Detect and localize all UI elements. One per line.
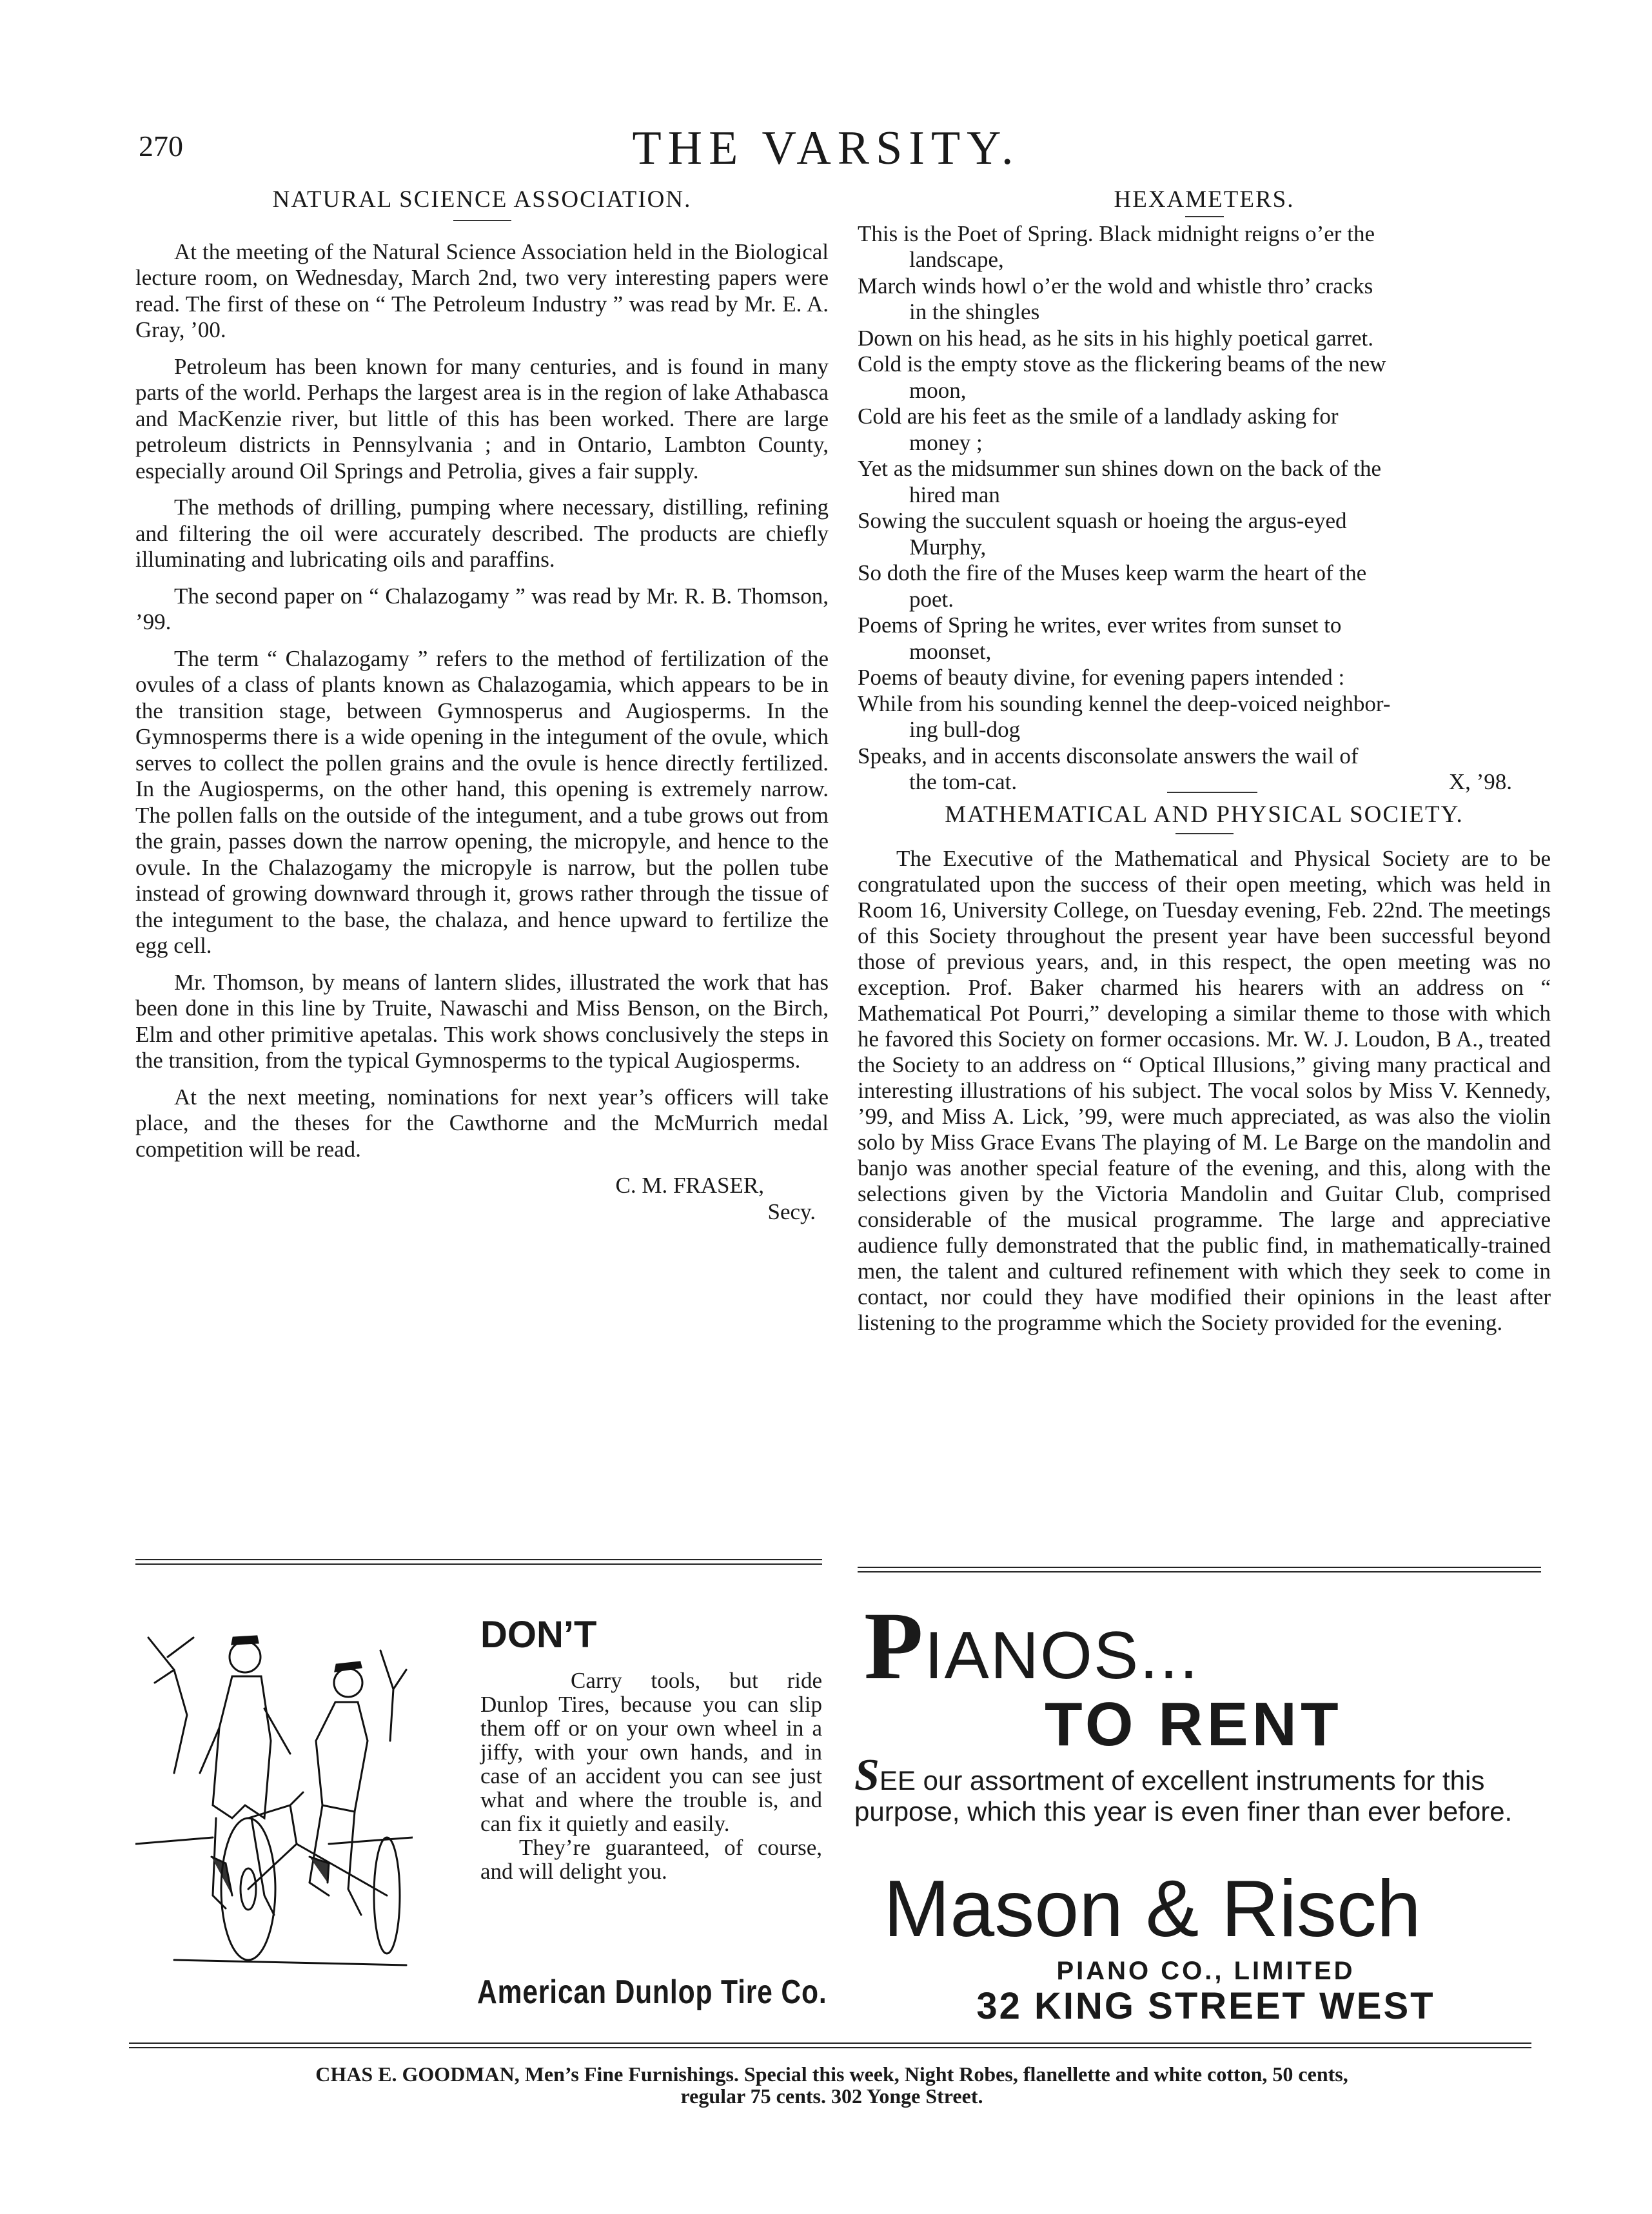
poem-line-continuation: moon, [909,377,967,403]
footer-ad [129,2063,1535,2107]
section-divider [135,1559,822,1565]
heading-rule [453,220,511,221]
piano-address: 32 KING STREET WEST [976,1985,1435,2027]
poem-line: Sowing the succulent squash or hoeing the argus-eyed [858,508,1347,533]
headline-rest: IANOS... [924,1618,1199,1693]
poem-line: Speaks, and in accents disconsolate answers the wail of [858,743,1359,769]
section-rule [1167,792,1257,793]
natural-science-article [135,187,829,1225]
poem-line: So doth the fire of the Muses keep warm the heart of the [858,560,1367,585]
signature-title: Secy. [767,1199,816,1224]
article-paragraph: Mr. Thomson, by means of lantern slides, illustrated the work that has been done in this line by Truite, Nawaschi and Miss Benson, on the Birch, Elm and other primitive apetalas. This work shows conclusively the steps in the transition, from the typical Gymnosperms to the typical Augiosperms. [135,969,829,1073]
ad-copy-text: EE our assortment of excellent instruments for this purpose, which this year is even finer than ever before. [854,1765,1513,1827]
poem-line: Cold are his feet as the smile of a landlady asking for [858,404,1339,429]
drop-cap: S [854,1750,880,1800]
poem-heading: HEXAMETERS. [1114,186,1295,213]
cyclists-illustration [135,1612,413,1973]
poem-line: Yet as the midsummer sun shines down on the back of the [858,456,1382,481]
poem-line: While from his sounding kennel the deep-voiced neighbor- [858,691,1391,716]
masthead: THE VARSITY. [632,122,1020,175]
ad-headline: DON’T [480,1614,597,1656]
article-paragraph: The methods of drilling, pumping where necessary, distilling, refining and filtering the oil were accurately described. The products are chiefly illuminating and lubricating oils and paraffins. [135,495,829,572]
poem-line-continuation: landscape, [909,247,1004,272]
poem-line-continuation: money ; [909,429,983,455]
headline-initial: P [864,1592,925,1700]
signature-name: C. M. FRASER, [615,1173,764,1198]
piano-company-sub: PIANO CO., LIMITED [1056,1957,1355,1985]
poem-line: March winds howl o’er the wold and whistle thro’ cracks [858,273,1373,299]
article-paragraph: At the meeting of the Natural Science Association held in the Biological lecture room, on Wednesday, March 2nd, two very interesting papers were read. The first of these on “ The Petroleum Industry ” was read by Mr. E. A. Gray, ’00. [135,239,829,342]
article-paragraph: The term “ Chalazogamy ” refers to the method of fertilization of the ovules of a class of plants known as Chalazogamia, which appears to be in the transition stage, between Gymnosperus and Augiosperms. In the Gymnosperms there is a wide opening in the integument of the ovule, which serves to collect the pollen grains and the ovule is hence directly fertilized. In the Augiosperms, on the other hand, this opening is extremely narrow. The pollen falls on the outside of the integument, and a tube grows out from the grain, passes down the narrow opening, the micropyle, and hence to the ovule. In the Chalazogamy the micropyle is narrow, but the pollen tube instead of growing downward through it, grows rather through the tissue of the integument to the base, the chalaza, and hence upward to fertilize the egg cell. [135,645,829,958]
piano-company-name: Mason & Risch [883,1865,1421,1954]
article-paragraph: The second paper on “ Chalazogamy ” was read by Mr. R. B. Thomson, ’99. [135,583,829,634]
right-column [858,187,1551,1346]
page-number: 270 [139,130,183,162]
footer-line: CHAS E. GOODMAN, Men’s Fine Furnishings. Special this week, Night Robes, flanellette and white cotton, 50 cents, [315,2062,1348,2086]
article-paragraph: Petroleum has been known for many centuries, and is found in many parts of the world. Perhaps the largest area is in the region of lake Athabasca and MacKenzie river, but little of this has been worked. There are large petroleum districts in Pennsylvania ; and in Ontario, Lambton County, especially around Oil Springs and Petrolia, gives a fair supply. [135,353,829,484]
poem-line: the tom-cat. [909,769,1018,794]
poem-signature: X, ’98. [1448,769,1512,794]
article-heading: NATURAL SCIENCE ASSOCIATION. [272,186,692,213]
footer-divider [129,2043,1531,2048]
poem-line-continuation: Murphy, [909,534,987,560]
article-paragraph: The Executive of the Mathematical and Physical Society are to be congratulated upon the success of their open meeting, which was held in Room 16, University College, on Tuesday evening, Feb. 22nd. The meetings of this Society throughout the present year have been successful beyond those of previous years, and, in this respect, the open meeting was no exception. Prof. Baker charmed his hearers with an address on “ Mathematical Pot Pourri,” developing a similar theme to those with which he favored this Society on former occasions. Mr. W. J. Loudon, B A., treated the Society to an address on “ Optical Illusions,” giving many practical and interesting illustrations of his subject. The vocal solos by Miss V. Kennedy, ’99, and Miss A. Lick, ’99, were much appreciated, as was also the violin solo by Miss Grace Evans The playing of M. Le Barge on the mandolin and banjo was another special feature of the evening, and this, along with the selections given by the Victoria Mandolin and Guitar Club, comprised considerable of the musical programme. The large and appreciative audience fully demonstrated that the public find, in mathematically-trained men, the talent and cultured refinement with which they seek to come in contact, nor could they have modified their opinions in the least after listening to the programme which the Society provided for the evening. [858,846,1551,1335]
poem-line-continuation: moonset, [909,638,992,664]
heading-rule [1185,216,1224,217]
piano-ad-copy [854,1750,1544,1827]
poem-line: Cold is the empty stove as the flickering beams of the new [858,351,1386,377]
poem [858,221,1551,770]
heading-rule [1175,833,1234,834]
poem-line: Poems of Spring he writes, ever writes from sunset to [858,612,1342,638]
poem-line: This is the Poet of Spring. Black midnight reigns o’er the [858,220,1375,246]
article-heading: MATHEMATICAL AND PHYSICAL SOCIETY. [945,801,1464,828]
ad-paragraph: They’re guaranteed, of course, and will delight you. [480,1835,822,1884]
to-rent-heading: TO RENT [1045,1690,1342,1759]
poem-line: Poems of beauty divine, for evening papers intended : [858,665,1345,690]
section-divider [858,1567,1541,1572]
piano-ad-headline [864,1592,1199,1700]
poem-line-continuation: poet. [909,586,954,612]
ad-copy [480,1669,822,1883]
footer-line: regular 75 cents. 302 Yonge Street. [680,2084,983,2108]
poem-line: Down on his head, as he sits in his highly poetical garret. [858,325,1373,351]
ad-paragraph: Carry tools, but ride Dunlop Tires, because you can slip them off or on your own wheel in a jiffy, with your own hands, and in case of an accident you can see just what and where the trouble is, and can fix it quietly and easily. [480,1668,822,1836]
poem-line-continuation: in the shingles [909,299,1040,324]
ad-company: American Dunlop Tire Co. [477,1974,827,2011]
article-paragraph: At the next meeting, nominations for next year’s officers will take place, and the theses for the Cawthorne and the McMurrich medal competition will be read. [135,1084,829,1162]
poem-line-continuation: hired man [909,482,1000,507]
poem-line-continuation: ing bull-dog [909,717,1021,742]
